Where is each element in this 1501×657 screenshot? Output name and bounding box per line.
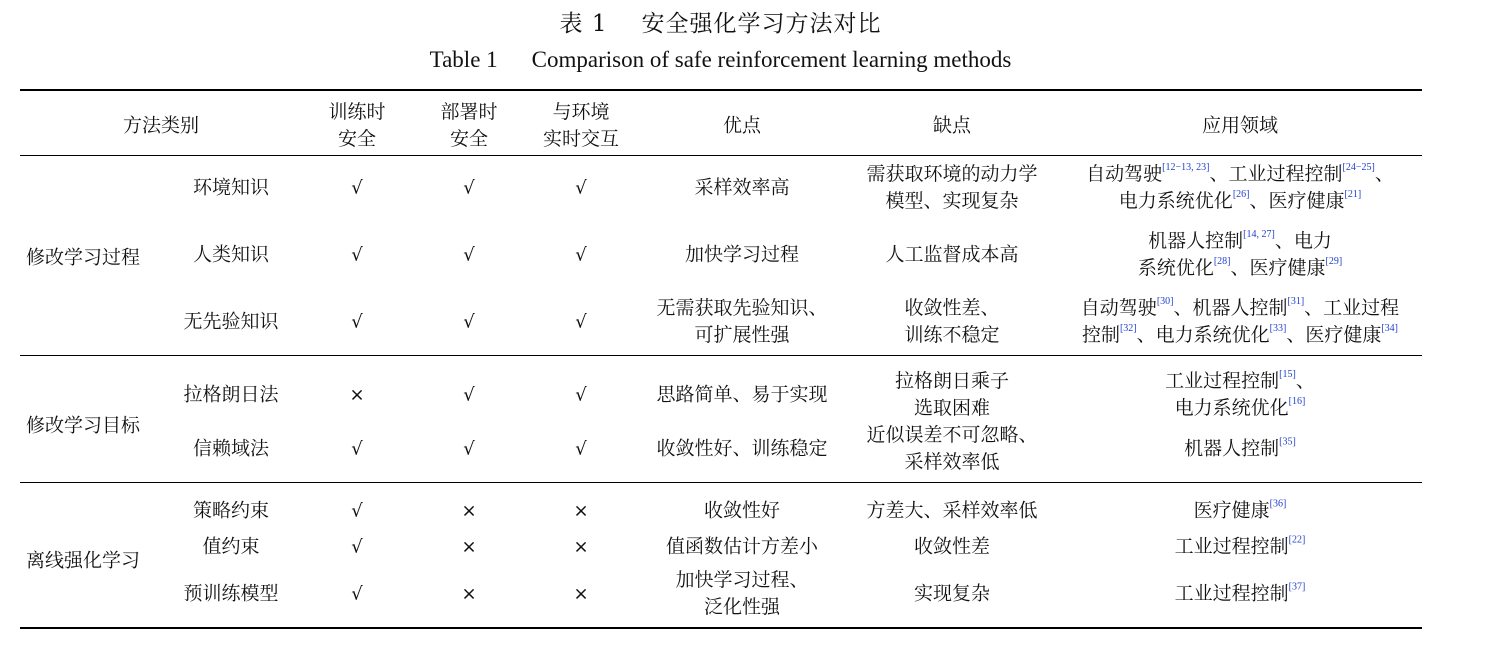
pros-line: 泛化性强 — [703, 596, 781, 618]
domain-line — [1081, 295, 1399, 322]
domain-text: 机器人控制 — [1184, 437, 1280, 460]
group-label: 修改学习目标 — [26, 414, 141, 437]
cons-line: 方差大、采样效率低 — [866, 499, 1038, 522]
pros-line: 收敛性好 — [703, 499, 781, 522]
citation-link[interactable]: [30] — [1156, 296, 1174, 307]
interact-mark: × — [573, 583, 589, 605]
table-caption-zh — [0, 9, 1441, 39]
domain-text: 自动驾驶 — [1086, 163, 1163, 185]
domain-text: 、医疗健康 — [1286, 324, 1382, 346]
header-deploy-safe-line: 安全 — [449, 128, 489, 150]
domain-cell — [1184, 436, 1296, 463]
citation-link[interactable]: [22] — [1288, 534, 1306, 546]
citation-link[interactable]: [24−25] — [1342, 162, 1375, 173]
domain-cell — [1086, 161, 1394, 215]
domain-line — [1138, 228, 1342, 255]
method-name: 人类知识 — [192, 243, 270, 266]
domain-text: 、电力系统优化 — [1136, 324, 1270, 346]
domain-line — [1175, 534, 1306, 561]
table-title-en: Comparison of safe reinforcement learning methods — [531, 47, 1012, 72]
group-label: 离线强化学习 — [26, 549, 141, 572]
domain-text: 、电力 — [1274, 230, 1332, 252]
domain-cell — [1138, 228, 1342, 282]
domain-line — [1086, 188, 1394, 215]
header-deploy-safe-line: 部署时 — [440, 101, 498, 123]
pros-line: 可扩展性强 — [694, 324, 790, 346]
pros-cell — [704, 498, 780, 525]
header-cons: 缺点 — [932, 114, 972, 137]
domain-text: 机器人控制 — [1148, 230, 1244, 252]
pros-line: 值函数估计方差小 — [665, 535, 819, 558]
domain-cell — [1081, 295, 1399, 349]
citation-link[interactable]: [16] — [1288, 396, 1306, 407]
pros-line: 采样效率高 — [694, 176, 790, 199]
citation-link[interactable]: [12−13, 23] — [1162, 162, 1210, 173]
domain-line — [1175, 581, 1306, 608]
header-deploy-safe — [440, 99, 497, 153]
domain-text: 、医疗健康 — [1249, 190, 1345, 212]
citation-link[interactable]: [35] — [1279, 436, 1296, 448]
cons-line: 实现复杂 — [913, 582, 991, 605]
domain-text: 、医疗健康 — [1230, 257, 1326, 279]
deploy-mark: √ — [463, 438, 475, 460]
domain-text: 自动驾驶 — [1080, 297, 1157, 319]
pros-line: 加快学习过程、 — [675, 569, 809, 591]
interact-mark: × — [573, 536, 589, 558]
cons-cell — [914, 581, 990, 608]
group-label: 修改学习过程 — [26, 246, 141, 269]
train-mark: √ — [351, 536, 363, 558]
domain-text: 、工业过程 — [1304, 297, 1400, 319]
train-mark: × — [349, 384, 365, 406]
header-rule — [20, 155, 1422, 156]
citation-link[interactable]: [34] — [1381, 323, 1399, 334]
table-caption-en — [0, 45, 1441, 75]
deploy-mark: √ — [463, 311, 475, 333]
cons-line: 训练不稳定 — [904, 324, 1000, 346]
pros-cell — [675, 567, 808, 621]
pros-cell — [666, 534, 818, 561]
bottom-rule — [20, 627, 1422, 629]
interact-mark: √ — [575, 244, 587, 266]
train-mark: √ — [351, 244, 363, 266]
domain-line — [1165, 395, 1315, 422]
deploy-mark: × — [461, 583, 477, 605]
citation-link[interactable]: [31] — [1287, 296, 1305, 307]
header-interact-line: 与环境 — [552, 101, 610, 123]
domain-text: 、工业过程控制 — [1209, 163, 1343, 185]
table-number-zh: 表 1 — [559, 11, 608, 37]
header-interact-line: 实时交互 — [542, 128, 620, 150]
domain-line — [1184, 436, 1296, 463]
method-name: 拉格朗日法 — [183, 383, 279, 406]
domain-cell — [1175, 534, 1306, 561]
method-name: 策略约束 — [192, 499, 270, 522]
domain-text: 工业过程控制 — [1165, 370, 1280, 392]
domain-cell — [1165, 368, 1315, 422]
deploy-mark: √ — [463, 244, 475, 266]
pros-line: 思路简单、易于实现 — [656, 383, 828, 406]
cons-cell — [914, 534, 990, 561]
pros-cell — [656, 436, 827, 463]
method-name: 信赖域法 — [192, 437, 270, 460]
cons-line: 需获取环境的动力学 — [866, 163, 1038, 185]
pros-cell — [656, 295, 827, 349]
cons-cell — [895, 368, 1009, 422]
cons-line: 模型、实现复杂 — [885, 190, 1019, 212]
pros-cell — [685, 242, 799, 269]
domain-text: 电力系统优化 — [1118, 190, 1233, 212]
table-number-en: Table 1 — [429, 47, 498, 72]
cons-line: 采样效率低 — [904, 451, 1000, 473]
cons-cell — [866, 498, 1037, 525]
cons-line: 收敛性差 — [913, 535, 991, 558]
deploy-mark: √ — [463, 384, 475, 406]
domain-text: 系统优化 — [1137, 257, 1214, 279]
domain-text: 、机器人控制 — [1173, 297, 1288, 319]
train-mark: √ — [351, 583, 363, 605]
domain-text: 控制 — [1081, 324, 1120, 346]
cons-line: 人工监督成本高 — [885, 243, 1019, 266]
cons-cell — [885, 242, 1018, 269]
citation-link[interactable]: [26] — [1232, 189, 1250, 200]
header-train-safe — [328, 99, 385, 153]
domain-cell — [1175, 581, 1306, 608]
domain-text: 工业过程控制 — [1174, 582, 1289, 605]
header-interact — [543, 99, 619, 153]
domain-text: 、 — [1295, 370, 1315, 392]
cons-line: 近似误差不可忽略、 — [866, 424, 1038, 446]
domain-cell — [1194, 498, 1287, 525]
train-mark: √ — [351, 438, 363, 460]
citation-link[interactable]: [21] — [1344, 189, 1362, 200]
group-rule-1 — [20, 355, 1422, 356]
header-method: 方法类别 — [122, 114, 200, 137]
method-name: 值约束 — [202, 535, 260, 558]
interact-mark: √ — [575, 177, 587, 199]
cons-cell — [904, 295, 999, 349]
pros-cell — [656, 382, 827, 409]
pros-line: 加快学习过程 — [684, 243, 800, 266]
cons-line: 收敛性差、 — [904, 297, 1000, 319]
interact-mark: √ — [575, 384, 587, 406]
header-train-safe-line: 训练时 — [328, 101, 386, 123]
citation-link[interactable]: [36] — [1269, 498, 1287, 510]
interact-mark: × — [573, 500, 589, 522]
citation-link[interactable]: [37] — [1288, 581, 1306, 593]
cons-cell — [866, 161, 1037, 215]
train-mark: √ — [351, 177, 363, 199]
interact-mark: √ — [575, 311, 587, 333]
deploy-mark: × — [461, 536, 477, 558]
method-name: 预训练模型 — [183, 582, 279, 605]
deploy-mark: √ — [463, 177, 475, 199]
citation-link[interactable]: [14, 27] — [1243, 229, 1275, 240]
train-mark: √ — [351, 500, 363, 522]
table-title-zh: 安全强化学习方法对比 — [641, 11, 882, 37]
interact-mark: √ — [575, 438, 587, 460]
method-name: 环境知识 — [192, 176, 270, 199]
deploy-mark: × — [461, 500, 477, 522]
header-domain: 应用领域 — [1201, 114, 1279, 137]
domain-text: 医疗健康 — [1193, 499, 1270, 522]
domain-line — [1165, 368, 1315, 395]
citation-link[interactable]: [33] — [1269, 323, 1287, 334]
header-train-safe-line: 安全 — [337, 128, 377, 150]
cons-line: 拉格朗日乘子 — [894, 370, 1010, 392]
citation-link[interactable]: [32] — [1119, 323, 1137, 334]
cons-cell — [866, 422, 1037, 476]
domain-text: 电力系统优化 — [1174, 397, 1289, 419]
citation-link[interactable]: [29] — [1325, 256, 1343, 267]
train-mark: √ — [351, 311, 363, 333]
domain-line — [1081, 322, 1399, 349]
domain-line — [1138, 255, 1342, 282]
citation-link[interactable]: [15] — [1279, 369, 1296, 380]
pros-line: 收敛性好、训练稳定 — [656, 437, 828, 460]
pros-line: 无需获取先验知识、 — [656, 297, 828, 319]
domain-line — [1086, 161, 1394, 188]
cons-line: 选取困难 — [913, 397, 991, 419]
domain-text: 、 — [1374, 163, 1394, 185]
pros-cell — [694, 175, 789, 202]
group-rule-2 — [20, 482, 1422, 483]
header-pros: 优点 — [722, 114, 762, 137]
domain-text: 工业过程控制 — [1174, 535, 1289, 558]
citation-link[interactable]: [28] — [1213, 256, 1231, 267]
domain-line — [1194, 498, 1287, 525]
top-rule — [20, 89, 1422, 91]
method-name: 无先验知识 — [183, 310, 279, 333]
